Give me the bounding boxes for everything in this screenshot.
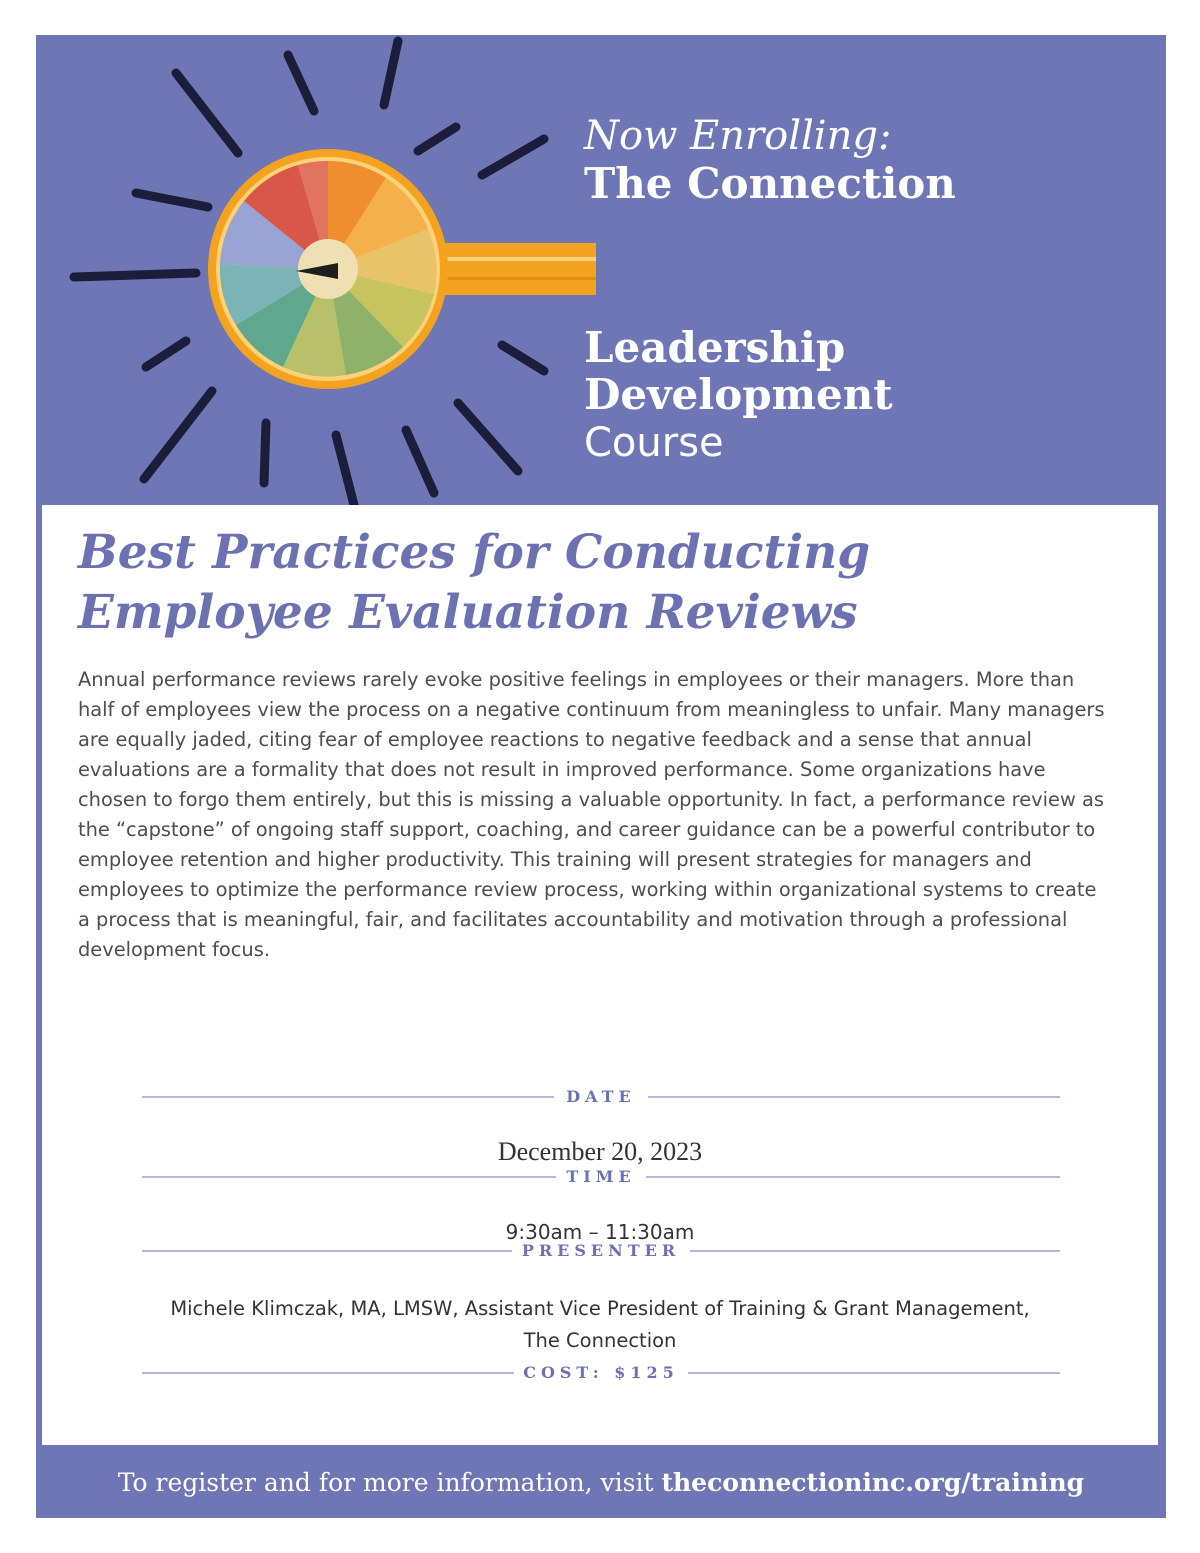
date-value: December 20, 2023 (497, 1137, 703, 1166)
footer-text: To register and for more information, visit (117, 1468, 662, 1497)
presenter-line2: The Connection (523, 1329, 677, 1352)
organization-name: The Connection (584, 159, 956, 208)
pencil-shavings-burst-icon (36, 35, 596, 505)
cost-label: COST: $125 (523, 1363, 679, 1382)
presenter-label: PRESENTER (521, 1241, 681, 1260)
course-title-line1: Leadership (584, 323, 846, 372)
date-label: DATE (566, 1087, 636, 1106)
course-description: Annual performance reviews rarely evoke positive feelings in employees or their managers. More than half of employees view the process on a negative continuum from meaningless to unfair. Many managers are equally jaded, citing fear of employee reactions to negative feedback and a sense that annual evaluations are a formality that does not result in improved performance. Some organizations have chosen to forgo them entirely, but this is missing a valuable opportunity. In fact, a performance review as the “capstone” of ongoing staff support, coaching, and career guidance can be a powerful contributor to employee retention and higher productivity. This training will present strategies for managers and employees to optimize the performance review process, working within organizational systems to create a process that is meaningful, fair, and facilitates accountability and motivation through a professional development focus. (78, 668, 1105, 961)
time-divider (142, 1167, 1060, 1187)
registration-link[interactable]: theconnectioninc.org/training (661, 1468, 1085, 1497)
course-title-line2: Development (584, 370, 893, 419)
flyer-frame (36, 35, 1166, 1518)
registration-footer (36, 1447, 1166, 1518)
now-enrolling-label: Now Enrolling: (584, 113, 892, 159)
title-line2: Employee Evaluation Reviews (78, 585, 858, 640)
content-panel (42, 505, 1158, 1445)
course-title-line3: Course (584, 420, 724, 466)
cost-divider (142, 1363, 1060, 1383)
date-divider (142, 1087, 1060, 1107)
title-line1: Best Practices for Conducting (78, 525, 871, 580)
time-label: TIME (566, 1167, 636, 1186)
time-value: 9:30am – 11:30am (505, 1220, 695, 1244)
page-title (78, 523, 1138, 643)
hero-banner (36, 35, 1166, 505)
presenter-value (42, 1293, 1158, 1357)
presenter-line1: Michele Klimczak, MA, LMSW, Assistant Vice President of Training & Grant Management, (170, 1297, 1030, 1320)
presenter-divider (142, 1241, 1060, 1261)
